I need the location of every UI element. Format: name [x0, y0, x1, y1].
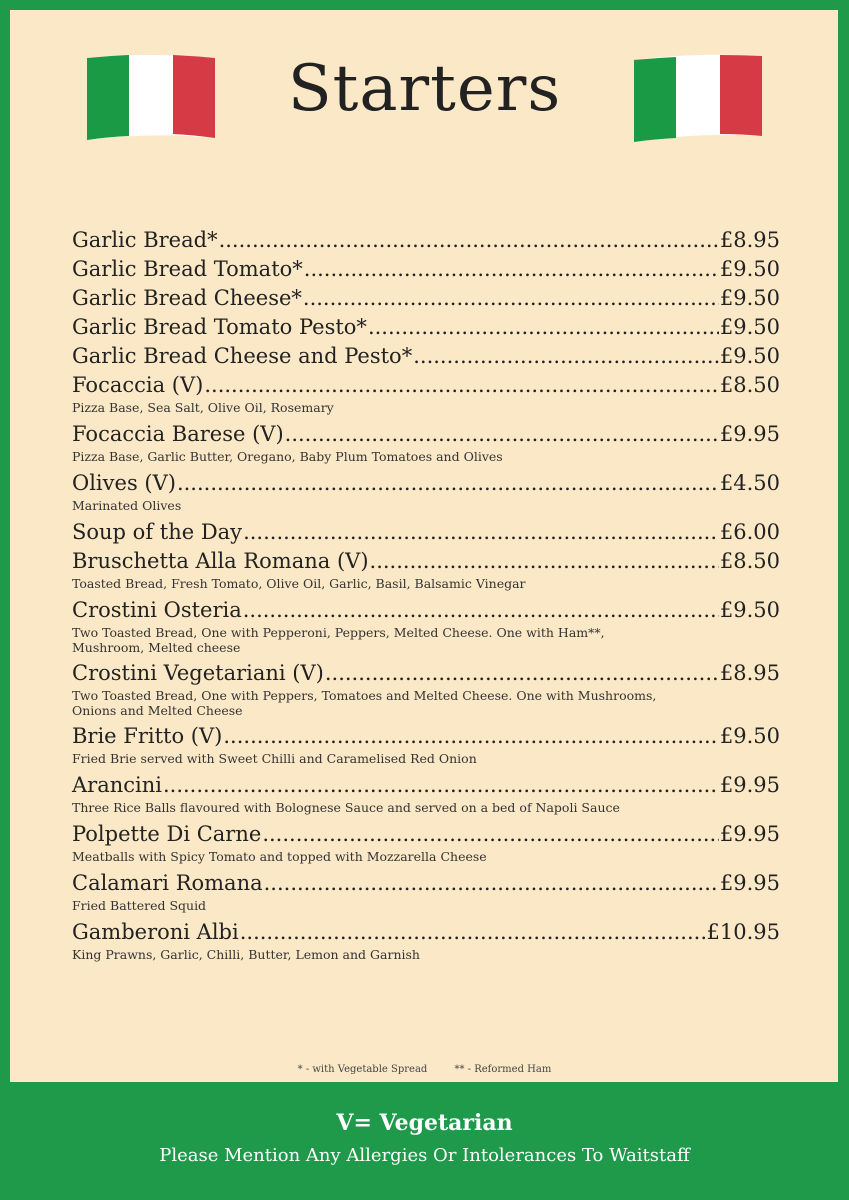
footnotes — [0, 1064, 849, 1075]
menu-item — [72, 226, 780, 255]
menu-item — [72, 771, 780, 820]
item-price: £9.95 — [719, 422, 780, 446]
item-name: Garlic Bread Cheese and Pesto* — [72, 344, 413, 368]
menu-item — [72, 722, 780, 771]
item-name: Bruschetta Alla Romana (V) — [72, 549, 369, 573]
menu-item — [72, 918, 780, 967]
item-price: £10.95 — [706, 920, 780, 944]
item-description: Fried Battered Squid — [72, 898, 207, 913]
menu-item — [72, 313, 780, 342]
item-name: Focaccia (V) — [72, 373, 204, 397]
item-price: £9.95 — [719, 773, 780, 797]
item-name: Crostini Osteria — [72, 598, 242, 622]
item-description: Meatballs with Spicy Tomato and topped with Mozzarella Cheese — [72, 849, 487, 864]
item-price: £9.95 — [719, 822, 780, 846]
menu-item — [72, 596, 780, 659]
item-price: £9.50 — [719, 315, 780, 339]
leader-dots — [413, 342, 719, 371]
item-price: £8.50 — [719, 373, 780, 397]
leader-dots — [243, 596, 719, 625]
leader-dots — [285, 420, 719, 449]
item-price: £8.50 — [719, 549, 780, 573]
starters-menu — [72, 226, 780, 967]
menu-item — [72, 869, 780, 918]
menu-item — [72, 469, 780, 518]
footnote-veg-spread: * - with Vegetable Spread — [297, 1064, 428, 1075]
menu-item — [72, 342, 780, 371]
leader-dots — [370, 547, 719, 576]
footnote-reformed-ham: ** - Reformed Ham — [454, 1064, 552, 1075]
menu-item — [72, 371, 780, 420]
menu-item — [72, 518, 780, 547]
item-price: £8.95 — [719, 228, 780, 252]
item-description: Two Toasted Bread, One with Pepperoni, Peppers, Melted Cheese. One with Ham**, Mushroom, Melted cheese — [72, 625, 605, 655]
menu-item — [72, 659, 780, 722]
leader-dots — [304, 255, 719, 284]
menu-item — [72, 547, 780, 596]
allergy-notice: Please Mention Any Allergies Or Intolerances To Waitstaff — [159, 1145, 690, 1166]
item-description: Fried Brie served with Sweet Chilli and Caramelised Red Onion — [72, 751, 477, 766]
item-description: King Prawns, Garlic, Chilli, Butter, Lemon and Garnish — [72, 947, 420, 962]
item-price: £9.50 — [719, 724, 780, 748]
item-name: Gamberoni Albi — [72, 920, 239, 944]
item-price: £8.95 — [719, 661, 780, 685]
item-name: Calamari Romana — [72, 871, 263, 895]
item-price: £9.50 — [719, 286, 780, 310]
leader-dots — [243, 518, 719, 547]
menu-item — [72, 284, 780, 313]
leader-dots — [240, 918, 706, 947]
menu-item — [72, 820, 780, 869]
item-price: £9.95 — [719, 871, 780, 895]
leader-dots — [177, 469, 719, 498]
item-name: Crostini Vegetariani (V) — [72, 661, 324, 685]
leader-dots — [204, 371, 719, 400]
page-title: Starters — [287, 52, 562, 126]
item-price: £9.50 — [719, 344, 780, 368]
item-price: £9.50 — [719, 257, 780, 281]
italian-flag-icon — [632, 52, 764, 144]
item-description: Pizza Base, Garlic Butter, Oregano, Baby Plum Tomatoes and Olives — [72, 449, 503, 464]
vegetarian-legend: V= Vegetarian — [336, 1110, 513, 1136]
leader-dots — [325, 659, 719, 688]
leader-dots — [219, 226, 719, 255]
item-name: Garlic Bread Cheese* — [72, 286, 302, 310]
item-name: Focaccia Barese (V) — [72, 422, 284, 446]
item-name: Olives (V) — [72, 471, 176, 495]
item-description: Toasted Bread, Fresh Tomato, Olive Oil, Garlic, Basil, Balsamic Vinegar — [72, 576, 526, 591]
item-name: Garlic Bread Tomato* — [72, 257, 303, 281]
item-price: £6.00 — [719, 520, 780, 544]
item-name: Garlic Bread Tomato Pesto* — [72, 315, 367, 339]
item-price: £4.50 — [719, 471, 780, 495]
leader-dots — [368, 313, 719, 342]
item-description: Marinated Olives — [72, 498, 182, 513]
item-name: Brie Fritto (V) — [72, 724, 223, 748]
leader-dots — [262, 820, 719, 849]
item-name: Arancini — [72, 773, 162, 797]
item-description: Pizza Base, Sea Salt, Olive Oil, Rosemary — [72, 400, 334, 415]
leader-dots — [303, 284, 719, 313]
leader-dots — [223, 722, 719, 751]
item-price: £9.50 — [719, 598, 780, 622]
menu-item — [72, 255, 780, 284]
leader-dots — [264, 869, 719, 898]
item-description: Three Rice Balls flavoured with Bolognese Sauce and served on a bed of Napoli Sauce — [72, 800, 620, 815]
item-name: Garlic Bread* — [72, 228, 218, 252]
item-name: Polpette Di Carne — [72, 822, 262, 846]
menu-item — [72, 420, 780, 469]
item-name: Soup of the Day — [72, 520, 243, 544]
leader-dots — [163, 771, 719, 800]
item-description: Two Toasted Bread, One with Peppers, Tomatoes and Melted Cheese. One with Mushrooms, Onions and Melted Cheese — [72, 688, 657, 718]
